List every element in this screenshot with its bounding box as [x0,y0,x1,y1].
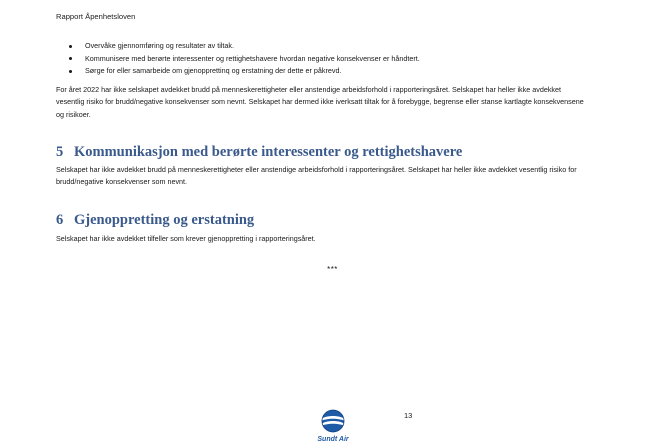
section-5-number: 5 [56,144,64,160]
intro-paragraph [56,84,616,121]
page-number: 13 [404,411,413,420]
section-5-line: brudd/negative konsekvenser som nevnt. [56,177,188,187]
page-header-title: Rapport Åpenhetsloven [56,12,136,21]
section-6-number: 6 [56,212,64,228]
bullet-text: Kommunisere med berørte interessenter og rettighetshavere hvordan negative konsekvenser er håndtert. [85,53,420,63]
section-5-heading [56,144,462,161]
bullet-text: Sørge for eller samarbeide om gjenopprettinq og erstatning der dette er påkrevd. [85,66,342,75]
sundt-air-logo [316,408,350,445]
intro-line: og risikoer. [56,109,91,119]
intro-line: For året 2022 har ikke selskapet avdekket brudd på menneskerettigheter eller anstendige arbeidsforhold i rapporteringsåret. Selskapet har heller ikke avdekket [56,85,562,94]
bullet-dot-icon [69,70,72,73]
bullet-text: Overvåke gjennomføring og resultater av tiltak. [85,41,235,50]
section-6-title: Gjenoppretting og erstatning [74,212,255,228]
bullet-item [56,40,616,53]
bullet-list [56,40,616,78]
section-6-body: Selskapet har ikke avdekket tilfeller som krever gjenoppretting i rapporteringsåret. [56,234,316,243]
section-5-line: Selskapet har ikke avdekket brudd på menneskerettigheter eller anstendige arbeidsforhold i rapporteringsåret. Selskapet har heller ikke avdekket vesentlig risiko for [56,165,577,174]
bullet-item [56,53,616,66]
logo-text: Sundt Air [317,436,349,443]
section-5-title: Kommunikasjon med berørte interessenter og rettighetshavere [74,144,463,160]
bullet-dot-icon [69,45,72,48]
bullet-dot-icon [69,57,72,60]
section-5-body [56,164,616,189]
section-6-heading [56,212,254,229]
bullet-item [56,65,616,78]
section-separator: *** [327,265,338,274]
intro-line: vesentlig risiko for brudd/negative konsekvenser som nevnt. Selskapet har dermed ikke iverksatt tiltak for å forebygge, begrense eller stanse kartlagte konsekvensene [56,97,584,107]
